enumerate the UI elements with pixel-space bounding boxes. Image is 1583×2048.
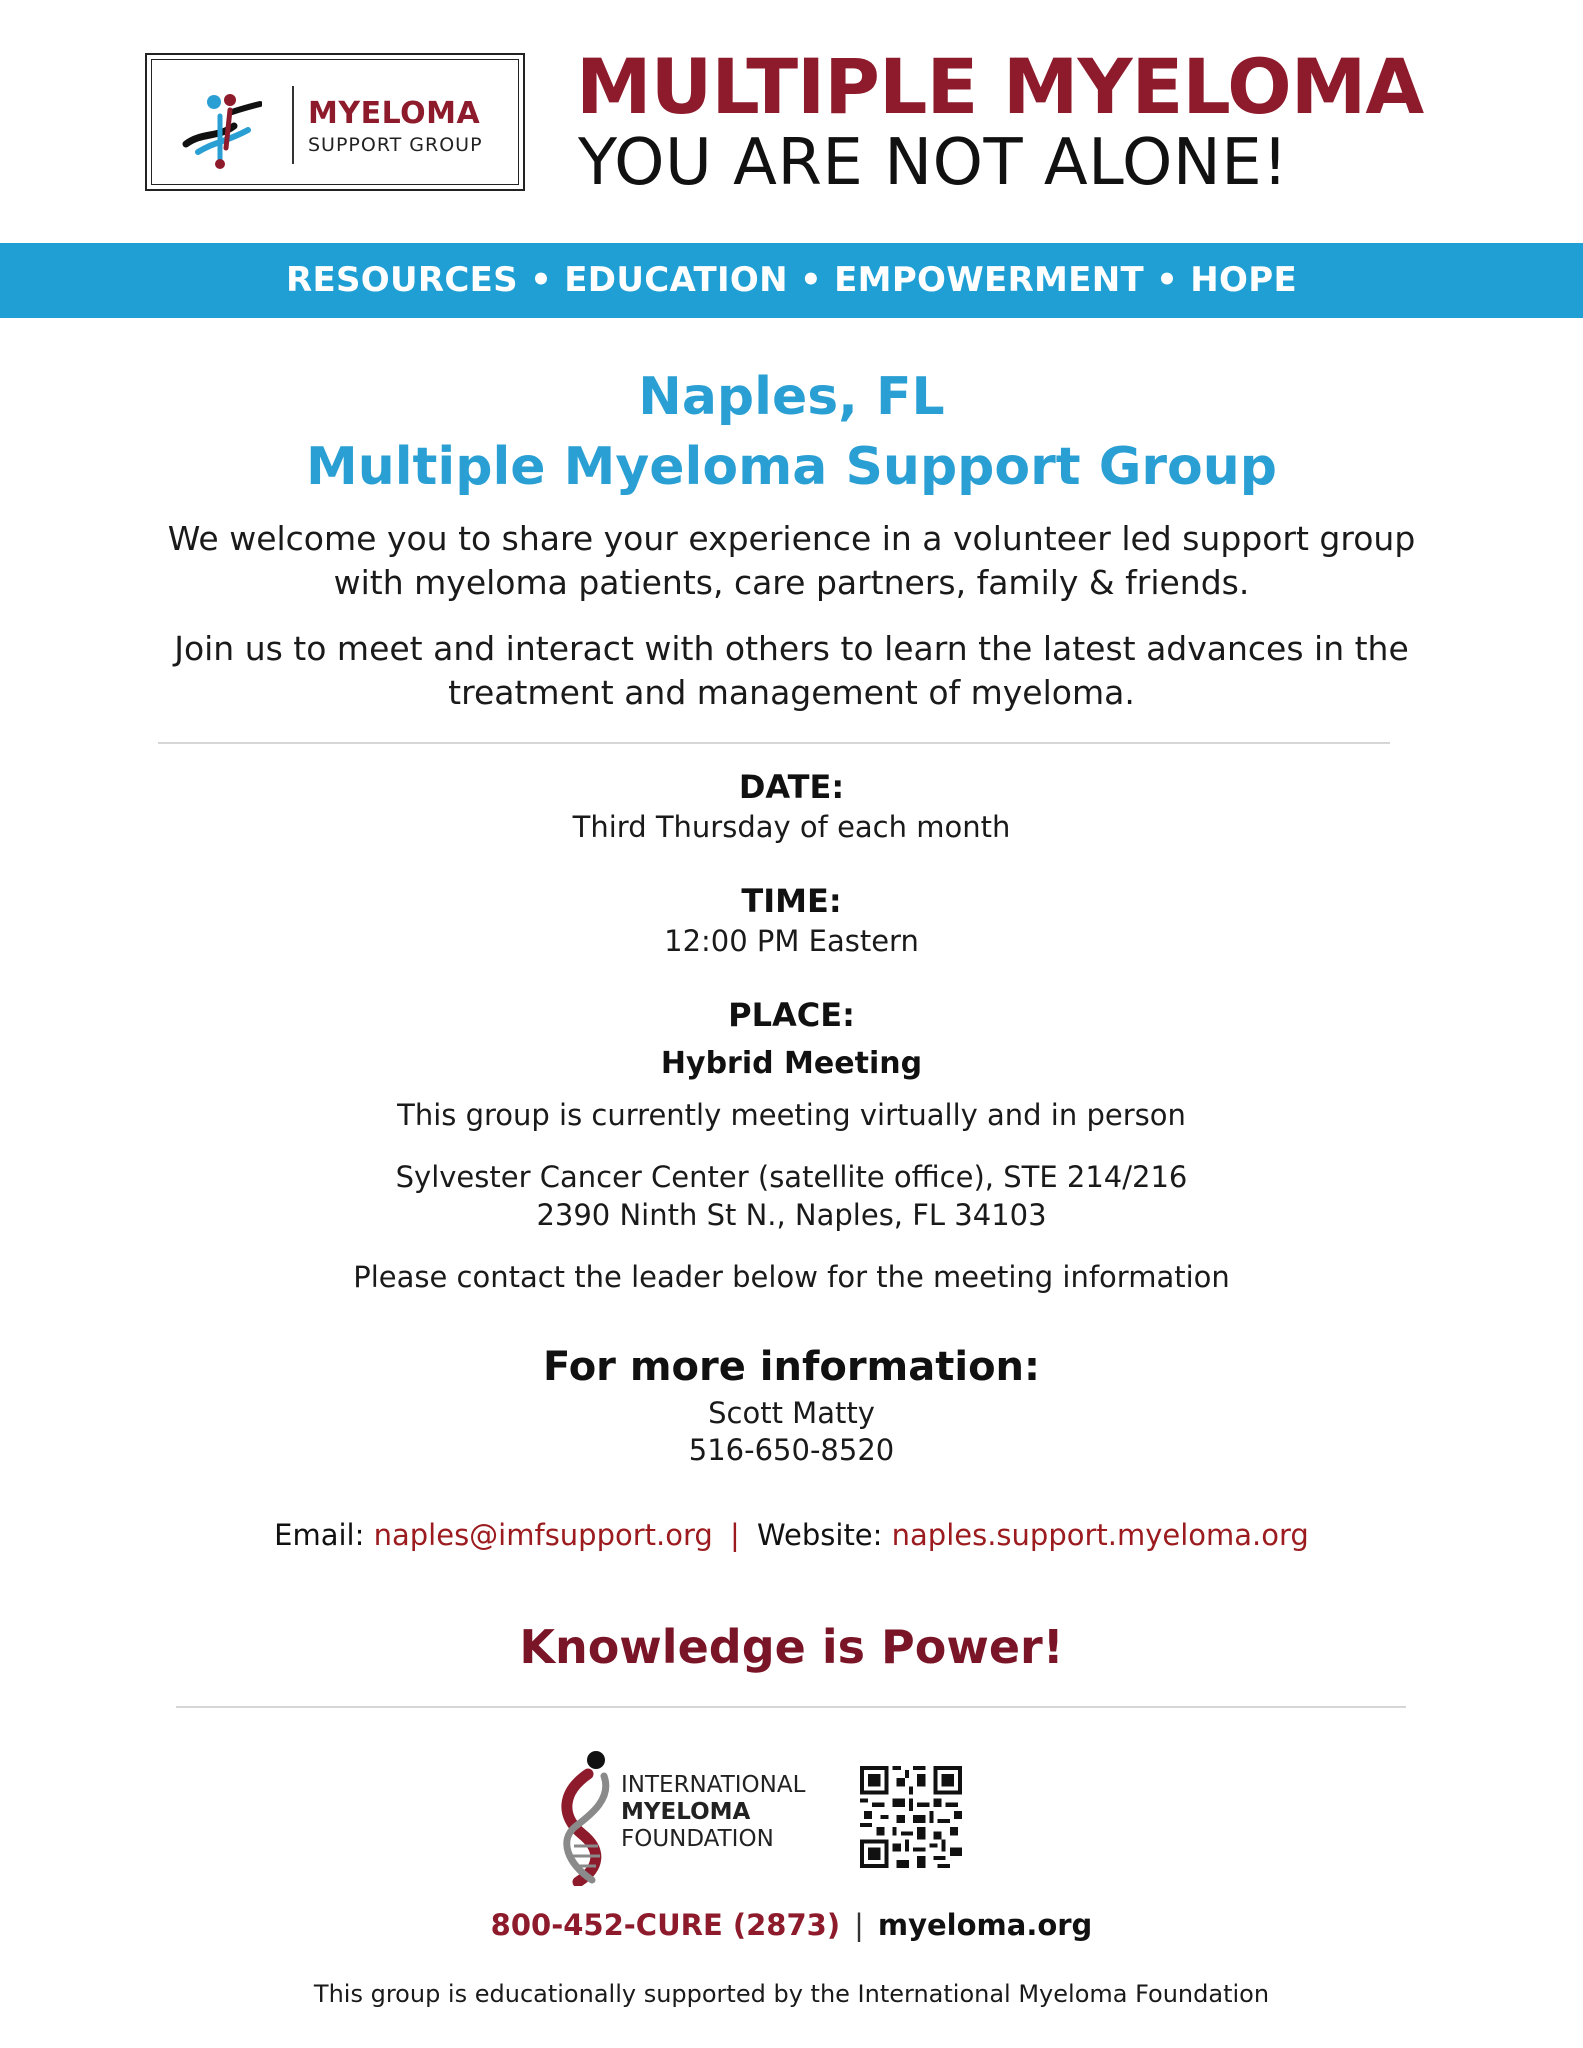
website-link[interactable]: naples.support.myeloma.org [891, 1518, 1309, 1552]
footer-contact-row [0, 1908, 1583, 1942]
imf-line-1: INTERNATIONAL [621, 1772, 806, 1798]
welcome-line-1: We welcome you to share your experience in a volunteer led support group [167, 519, 1416, 558]
date-value: Third Thursday of each month [572, 810, 1011, 844]
address-line-1: Sylvester Cancer Center (satellite office), STE 214/216 [395, 1160, 1188, 1194]
leader-name: Scott Matty [708, 1396, 875, 1430]
welcome-paragraph [0, 517, 1583, 605]
footer-separator: | [854, 1908, 864, 1942]
logo-title: MYELOMA [308, 96, 481, 131]
imf-phone[interactable]: 800-452-CURE (2873) [490, 1908, 841, 1942]
imf-wordmark [621, 1772, 805, 1853]
qr-code-icon[interactable] [860, 1766, 962, 1868]
headline-not-alone: YOU ARE NOT ALONE! [578, 126, 1289, 200]
contact-divider: | [730, 1518, 740, 1552]
join-line-1: Join us to meet and interact with others to learn the latest advances in the [174, 629, 1409, 668]
imf-line-3: FOUNDATION [621, 1826, 774, 1852]
time-label: TIME: [741, 882, 842, 920]
city-title: Naples, FL [638, 367, 945, 427]
welcome-line-2: with myeloma patients, care partners, family & friends. [333, 563, 1250, 602]
email-link[interactable]: naples@imfsupport.org [373, 1518, 713, 1552]
website-label: Website: [757, 1518, 883, 1552]
headline-multiple-myeloma: MULTIPLE MYELOMA [576, 42, 1424, 131]
imf-line-2: MYELOMA [621, 1799, 751, 1825]
join-line-2: treatment and management of myeloma. [448, 673, 1135, 712]
place-label: PLACE: [728, 996, 855, 1034]
support-footnote: This group is educationally supported by the International Myeloma Foundation [313, 1980, 1270, 2008]
tagline: Knowledge is Power! [519, 1620, 1064, 1674]
logo-divider [292, 86, 294, 164]
leader-phone: 516-650-8520 [688, 1433, 895, 1467]
myeloma-support-group-logo [145, 53, 525, 191]
more-info-heading: For more information: [542, 1344, 1041, 1390]
place-note: This group is currently meeting virtually and in person [397, 1098, 1186, 1132]
contact-note: Please contact the leader below for the meeting information [353, 1260, 1230, 1294]
place-type: Hybrid Meeting [660, 1046, 923, 1081]
date-label: DATE: [738, 768, 845, 806]
imf-website[interactable]: myeloma.org [877, 1908, 1093, 1942]
support-group-mark-icon [178, 82, 262, 170]
address-line-2: 2390 Ninth St N., Naples, FL 34103 [536, 1198, 1047, 1232]
contact-links-row [0, 1518, 1583, 1552]
join-paragraph [0, 627, 1583, 715]
group-title: Multiple Myeloma Support Group [305, 437, 1278, 497]
email-label: Email: [274, 1518, 365, 1552]
time-value: 12:00 PM Eastern [664, 924, 919, 958]
divider-top [158, 742, 1390, 744]
divider-bottom [176, 1706, 1406, 1708]
logo-subtitle: SUPPORT GROUP [308, 134, 483, 156]
imf-logo-icon [552, 1746, 622, 1886]
values-banner: RESOURCES • EDUCATION • EMPOWERMENT • HOPE [0, 243, 1583, 318]
